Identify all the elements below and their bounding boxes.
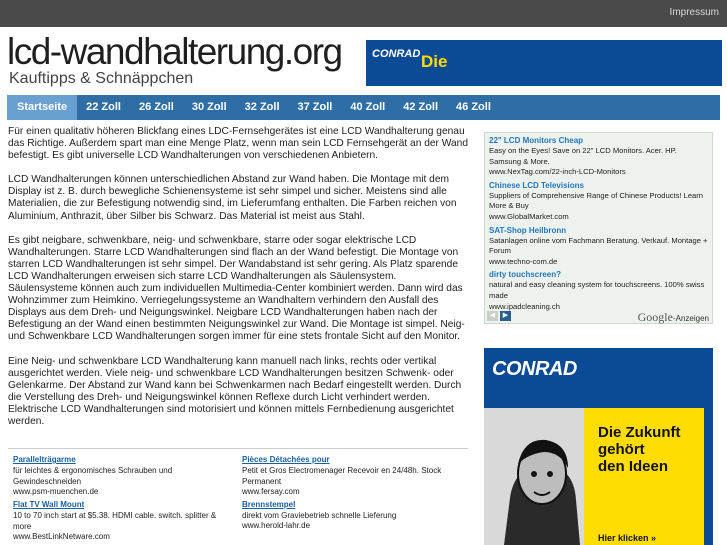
google-ad-title[interactable]: SAT-Shop Heilbronn [489, 225, 567, 235]
site-subtitle: Kauftipps & Schnäppchen [9, 70, 194, 87]
nav-item-26-zoll[interactable]: 26 Zoll [138, 101, 174, 113]
link-ad-title[interactable]: Pièces Détachées pour [242, 455, 330, 464]
link-ad[interactable] [242, 455, 464, 497]
google-ad-title[interactable]: 22" LCD Monitors Cheap [489, 136, 584, 145]
google-ad[interactable] [489, 180, 711, 223]
google-ad-body: Easy on the Eyes! Save on 22" LCD Monitors. Acer. HP. Samsung & More. [489, 146, 677, 166]
google-ad[interactable] [489, 135, 711, 178]
nav-item-22-zoll[interactable]: 22 Zoll [86, 101, 121, 113]
google-ad-url[interactable]: www.ipadcleaning.ch [489, 301, 560, 311]
google-ad-body: Suppliers of Comprehensive Range of Chinese Products! Learn More & Buy [489, 190, 704, 211]
google-ad-title[interactable]: Chinese LCD Televisions [489, 180, 584, 190]
portrait-illustration [484, 408, 596, 545]
link-ad-title[interactable]: Flat TV Wall Mount [13, 500, 85, 509]
conrad-top-banner[interactable] [366, 40, 722, 86]
content-paragraph: Eine Neig- und schwenkbare LCD Wandhalterung kann manuell nach links, rechts oder vertikal ausgerichtet werden. Viele neig- und schwenkbare LCD Wandhalterungen besitzen Schwenk- oder Gelenkarme. Der Abstand zur Wand kann bei Schwenkarmen nach Bedarf eingestellt werden. Durch die Verstellung des Dreh- und Neigungswinkel können Reflexe durch Licht verhindert werden. Elektrische LCD Wandhalterungen sind motorisiert und können mittels Fernbedienung ausgerichtet werden. [8, 355, 462, 427]
google-ad[interactable] [489, 269, 711, 312]
link-ad[interactable] [13, 455, 235, 497]
content-paragraph: LCD Wandhalterungen können unterschiedlichen Abstand zur Wand haben. Die Montage mit dem Display ist z. B. durch bewegliche Schienensysteme ist sehr simpel und sicher. Meistens sind alle Materialien, die zur Befestigung notwendig sind, im Lieferumfang enthalten. Die Farben reichen von Aluminium, Anthrazit, über Silber bis Schwarz. Das Material ist meist aus Stahl. [8, 174, 457, 222]
nav-item-30-zoll[interactable]: 30 Zoll [191, 101, 227, 113]
slogan-line: Die Zukunft [598, 424, 681, 441]
link-ads-left-column [13, 455, 235, 545]
link-ad[interactable] [13, 500, 235, 542]
slogan-line: gehört [598, 441, 645, 458]
google-ad-url[interactable]: www.techno-com.de [489, 256, 558, 266]
link-ads-right-column [242, 455, 464, 534]
link-ad-body: für leichtes & ergonomisches Schrauben und Gewindeschneiden [13, 466, 173, 486]
link-ads [8, 448, 468, 545]
content-paragraph: Für einen qualitativ höheren Blickfang eines LDC-Fernsehgerätes ist eine LCD Wandhalterung genau das Richtige. Außerdem spart man eine Menge Platz, wenn man sein LCD Fernsehgerät an der Wand befestigt. Es gibt universelle LCD Wandhalterungen von verschiedenen Anbietern. [8, 126, 468, 162]
hier-klicken-button[interactable]: Hier klicken » [598, 533, 657, 543]
google-ad[interactable] [489, 225, 711, 268]
link-ad-title[interactable]: Brennstempel [242, 500, 296, 509]
nav-item-37-zoll[interactable]: 37 Zoll [297, 101, 333, 113]
google-ad-body: Satanlagen online vom Fachmann Beratung. Verkauf. Montage + Forum [489, 235, 708, 256]
google-ad-url[interactable]: www.NexTag.com/22-inch-LCD-Monitors [489, 167, 626, 177]
google-ads-label[interactable] [638, 310, 709, 325]
prev-arrow-icon[interactable]: ◀ [487, 311, 498, 321]
link-ad-url[interactable]: www.herold-lahr.de [242, 521, 311, 530]
conrad-side-banner[interactable] [484, 348, 713, 545]
google-ads-suffix: -Anzeigen [672, 314, 709, 323]
site-title[interactable]: lcd-wandhalterung.org [7, 31, 342, 72]
slogan-line: den Ideen [598, 458, 669, 475]
google-logo: Google [637, 310, 673, 324]
content-paragraph: Es gibt neigbare, schwenkbare, neig- und schwenkbare, starre oder sogar elektrische LCD Wandhalterungen. Starre LCD Wandhalterungen sind flach an der Wand befestigt. Die Montage von starren LCD Wandhalterungen ist sehr simpel. Der Wandabstand ist sehr gering. Als Platz sparende LCD Wandhalterungen erweisen sich starre LCD Wandhalterungen als Säulensystem. Säulensysteme können auch zum individuellen Multimedia-Center kombiniert werden. Dann wird das Wohnzimmer zum Heimkino. Verriegelungssysteme an Wandhaltern verhindern den Ausfall des Displays aus dem Dreh- und Neigungswinkel. Neigbare LCD Wandhalterungen haben nach der Befestigung an der Wand einen bestimmten Neigungswinkel zur Wand. Die Montage ist simpel. Neig- und Schwenkbare LCD Wandhalterungen sorgen immer für eine stets frontale Sicht auf den Monitor. [8, 234, 465, 343]
link-ad-body: Petit et Gros Electromenager Recevoir en 24/48h. Stock Permanent [242, 466, 442, 486]
link-ad-body: direkt vom Graviebetrieb schnelle Lieferung [242, 511, 397, 520]
google-ads-pager [487, 311, 513, 321]
impressum-link[interactable]: Impressum [669, 7, 719, 18]
google-ad-title[interactable]: dirty touchscreen? [489, 270, 562, 280]
main-content [8, 126, 468, 440]
nav-item-46-zoll[interactable]: 46 Zoll [456, 101, 491, 113]
google-ad-body: natural and easy cleaning system for touchscreens. 100% swiss made [489, 280, 705, 300]
banner-slogan [598, 424, 698, 475]
link-ad-body: 10 to 70 inch start at $5.38. HDMI cable. switch. splitter & more [13, 511, 217, 531]
nav-item-32-zoll[interactable]: 32 Zoll [244, 101, 280, 113]
google-ad-url[interactable]: www.GlobalMarket.com [489, 211, 569, 221]
link-ad-url[interactable]: www.psm-muenchen.de [13, 487, 99, 496]
top-bar [0, 0, 727, 27]
link-ad-title[interactable]: Parallelträgarme [13, 455, 76, 464]
link-ad[interactable] [242, 500, 464, 531]
conrad-logo: CONRAD [492, 358, 577, 380]
main-nav [7, 95, 720, 120]
link-ad-url[interactable]: www.BestLinkNetware.com [13, 532, 110, 541]
nav-item-40-zoll[interactable]: 40 Zoll [350, 101, 386, 113]
next-arrow-icon[interactable]: ▶ [500, 311, 511, 321]
link-ad-url[interactable]: www.fersay.com [242, 487, 300, 496]
google-ads-box [484, 132, 713, 324]
nav-item-startseite[interactable]: Startseite [7, 95, 77, 120]
google-ads-list [489, 135, 711, 314]
nav-item-42-zoll[interactable]: 42 Zoll [403, 101, 439, 113]
banner-slogan: Die [421, 52, 448, 71]
conrad-logo: CONRAD [372, 48, 421, 60]
slogan-panel [584, 408, 704, 545]
